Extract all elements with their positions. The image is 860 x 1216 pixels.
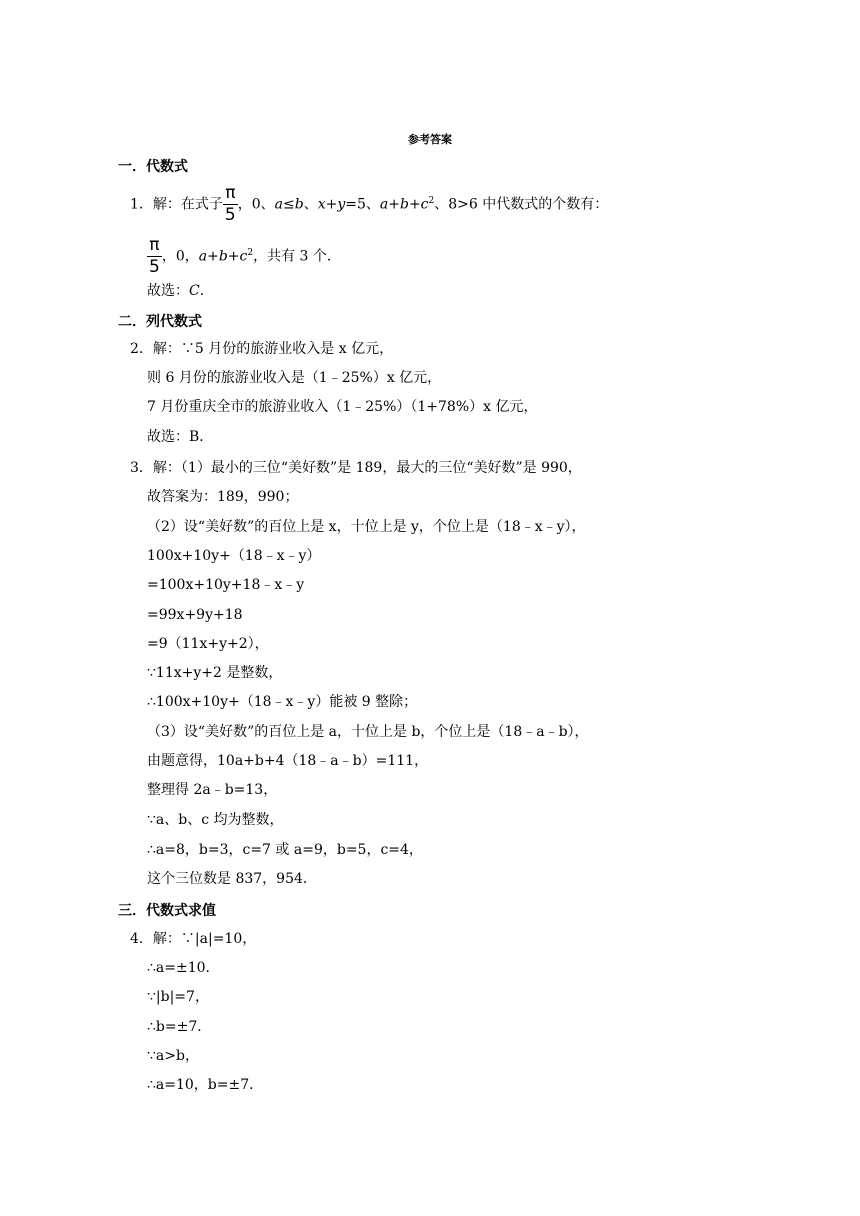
q3-line-13: ∵a、b、c 均为整数， xyxy=(147,812,284,828)
q3-line-6: =99x+9y+18 xyxy=(147,607,243,623)
q1-answer: 故选：C． xyxy=(147,283,214,299)
q3-line-3: （2）设“美好数”的百位上是 x，十位上是 y，个位上是（18﹣x﹣y）， xyxy=(147,519,586,535)
section-heading-1: 一．代数式 xyxy=(118,159,188,175)
q4-line-4: ∴b=±7． xyxy=(147,1019,212,1035)
q1-number: 1． xyxy=(130,196,153,213)
q2-line-1: 2．解：∵5 月份的旅游业收入是 x 亿元， xyxy=(130,341,394,357)
q2-answer: 故选：B． xyxy=(147,429,214,445)
q3-line-14: ∴a=8，b=3，c=7 或 a=9，b=5，c=4， xyxy=(147,842,423,858)
q3-line-11: 由题意得，10a+b+4（18﹣a﹣b）=111， xyxy=(147,753,429,769)
q3-line-10: （3）设“美好数”的百位上是 a，十位上是 b，个位上是（18﹣a﹣b）， xyxy=(147,724,589,740)
q3-line-5: =100x+10y+18﹣x﹣y xyxy=(147,577,305,593)
q3-line-12: 整理得 2a﹣b=13， xyxy=(147,782,278,798)
section-heading-3: 三．代数式求值 xyxy=(118,903,216,919)
q4-line-5: ∵a>b， xyxy=(147,1048,199,1064)
q4-line-1: 4．解：∵|a|=10， xyxy=(130,931,257,947)
q4-line-6: ∴a=10，b=±7． xyxy=(147,1077,264,1093)
q1-line-1: 1．解：在式子 $\frac{\pi}{5}$ ，0、a≤b、x+y=5、$a+b+c^2$、8>6 中代数式的个数有： xyxy=(130,183,609,225)
q3-line-15: 这个三位数是 837，954． xyxy=(147,871,317,887)
pi-over-5-fraction: $\frac{\pi}{5}$ xyxy=(149,235,160,277)
q3-line-9: ∴100x+10y+（18﹣x﹣y）能被 9 整除； xyxy=(147,694,418,710)
q2-line-3: 7 月份重庆全市的旅游业收入（1﹣25%）（1+78%）x 亿元， xyxy=(147,399,538,415)
q4-line-2: ∴a=±10． xyxy=(147,960,220,976)
q3-line-1: 3．解：（1）最小的三位“美好数”是 189，最大的三位“美好数”是 990， xyxy=(130,460,582,476)
q3-line-4: 100x+10y+（18﹣x﹣y） xyxy=(147,548,321,564)
q3-line-8: ∵11x+y+2 是整数， xyxy=(147,665,283,681)
section-heading-2: 二．列代数式 xyxy=(118,314,202,330)
q4-line-3: ∵|b|=7， xyxy=(147,989,209,1005)
q1-intro: 解：在式子 xyxy=(152,196,223,213)
q3-line-2: 故答案为：189，990； xyxy=(147,489,299,505)
q2-line-2: 则 6 月份的旅游业收入是（1﹣25%）x 亿元， xyxy=(147,370,442,386)
page-title: 参考答案 xyxy=(408,133,452,146)
q1-line-2: $\frac{\pi}{5}$ ，0，$a+b+c^2$，共有 3 个． xyxy=(149,235,341,277)
pi-over-5-fraction: $\frac{\pi}{5}$ xyxy=(224,183,236,225)
q3-line-7: =9（11x+y+2）， xyxy=(147,636,269,652)
